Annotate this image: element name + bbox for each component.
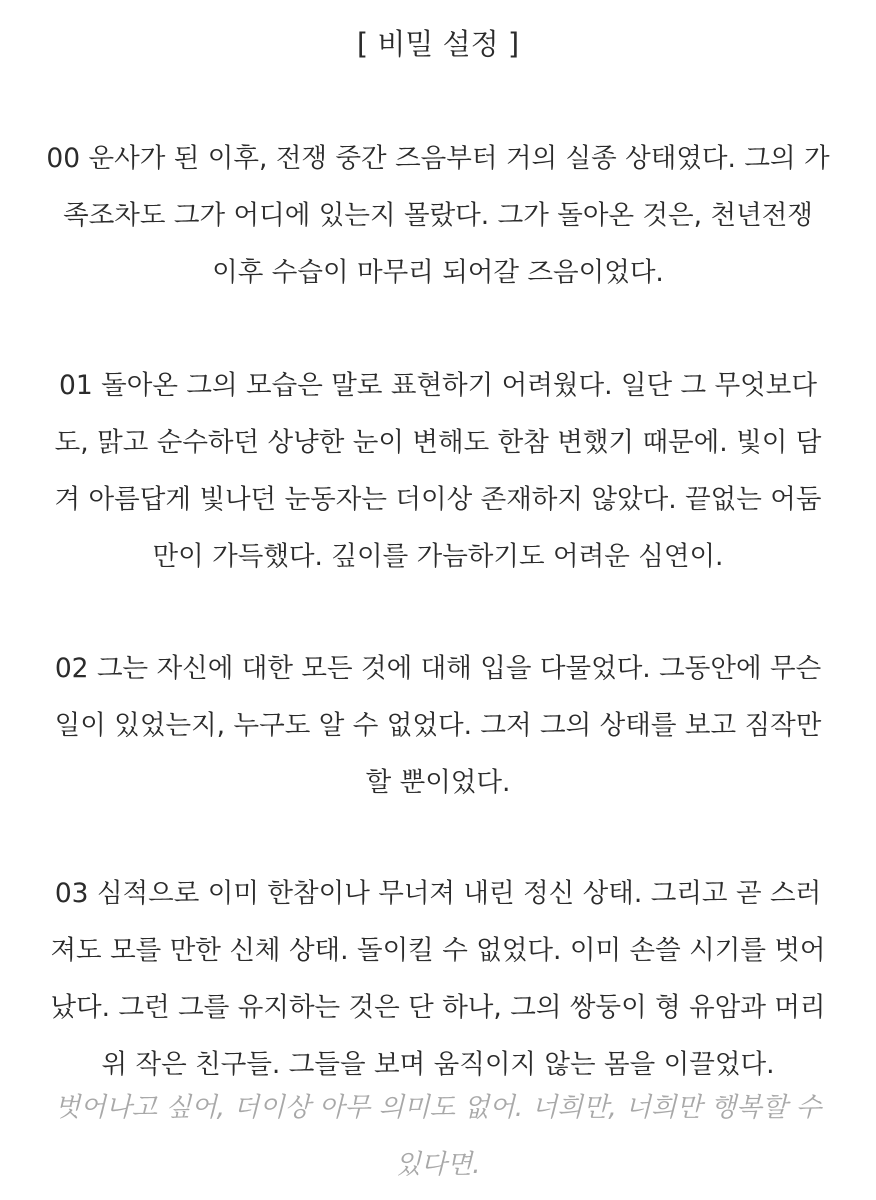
paragraph-line: 이후 수습이 마무리 되어갈 즈음이었다. xyxy=(212,257,664,288)
paragraph-line: 할 뿐이었다. xyxy=(365,767,511,798)
paragraph-02 xyxy=(30,640,846,811)
paragraph-03 xyxy=(30,865,846,1093)
paragraph-00 xyxy=(30,130,846,301)
paragraph-line: 족조차도 그가 어디에 있는지 몰랐다. 그가 돌아온 것은, 천년전쟁 xyxy=(63,200,813,231)
paragraph-01 xyxy=(30,357,846,585)
page-title: [ 비밀 설정 ] xyxy=(356,27,520,61)
paragraph-line: 났다. 그런 그를 유지하는 것은 단 하나, 그의 쌍둥이 형 유암과 머리 xyxy=(50,992,826,1023)
paragraph-line: 만이 가득했다. 깊이를 가늠하기도 어려운 심연이. xyxy=(152,541,724,572)
italic-line: 벗어나고 싶어, 더이상 아무 의미도 없어. 너희만, 너희만 행복할 수 xyxy=(54,1092,822,1123)
paragraph-line: 져도 모를 만한 신체 상태. 돌이킬 수 없었다. 이미 손쓸 시기를 벗어 xyxy=(50,935,826,966)
paragraph-line: 위 작은 친구들. 그들을 보며 움직이지 않는 몸을 이끌었다. xyxy=(101,1049,775,1080)
italic-inner-monologue xyxy=(30,1079,846,1193)
paragraph-line: 겨 아름답게 빛나던 눈동자는 더이상 존재하지 않았다. 끝없는 어둠 xyxy=(54,484,822,515)
paragraph-line: 도, 맑고 순수하던 상냥한 눈이 변해도 한참 변했기 때문에. 빛이 담 xyxy=(54,427,822,458)
italic-line: 있다면. xyxy=(395,1149,481,1180)
paragraph-line: 02 그는 자신에 대한 모든 것에 대해 입을 다물었다. 그동안에 무슨 xyxy=(54,653,822,684)
paragraph-line: 03 심적으로 이미 한참이나 무너져 내린 정신 상태. 그리고 곧 스러 xyxy=(54,878,822,909)
paragraph-line: 일이 있었는지, 누구도 알 수 없었다. 그저 그의 상태를 보고 짐작만 xyxy=(54,710,822,741)
paragraph-line: 01 돌아온 그의 모습은 말로 표현하기 어려웠다. 일단 그 무엇보다 xyxy=(59,370,817,401)
paragraph-line: 00 운사가 된 이후, 전쟁 중간 즈음부터 거의 실종 상태였다. 그의 가 xyxy=(46,143,830,174)
